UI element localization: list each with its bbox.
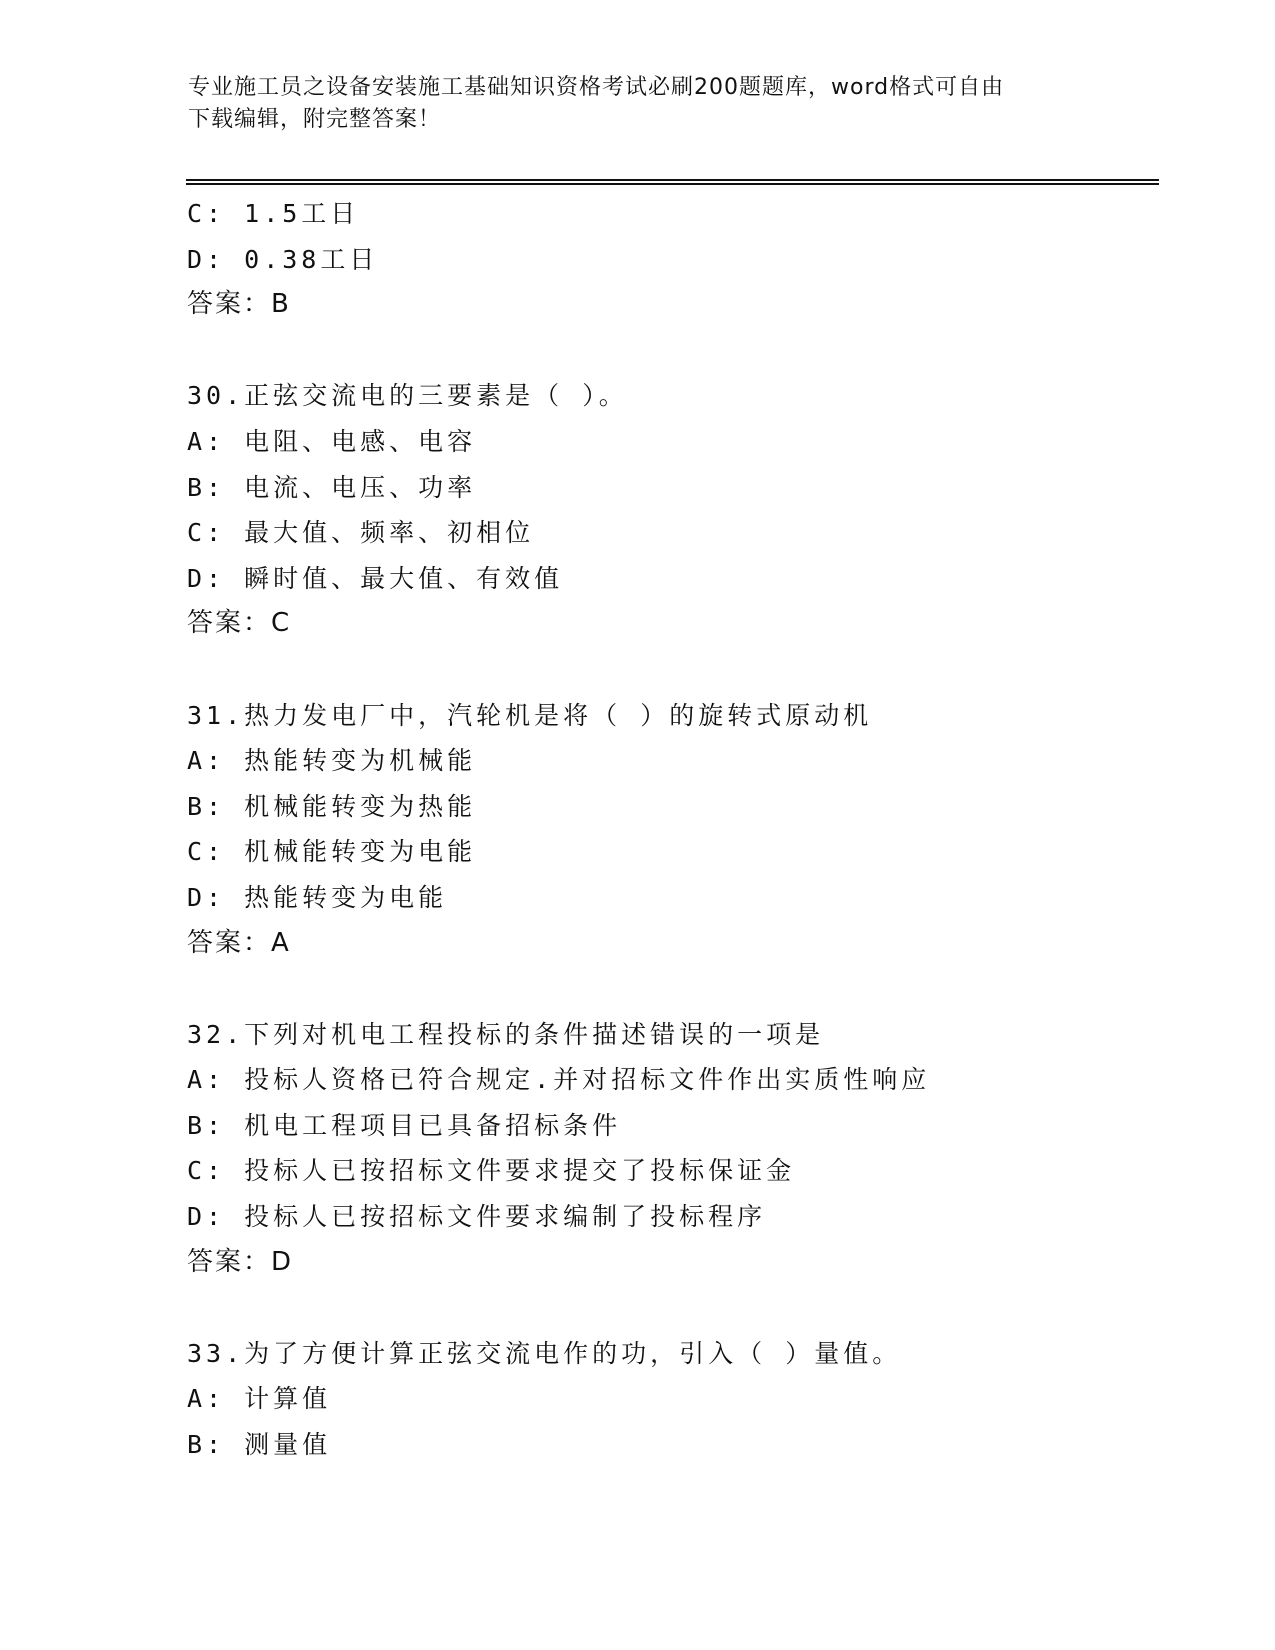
question-29-continued	[187, 191, 1187, 328]
header-divider-bottom	[186, 183, 1159, 185]
header-title-line-1: 专业施工员之设备安装施工基础知识资格考试必刷200题题库，word格式可自由	[188, 75, 1005, 100]
header-divider-top	[186, 179, 1159, 181]
spacer	[187, 966, 1187, 1012]
answer: 答案：C	[187, 608, 292, 639]
question-30	[187, 373, 1187, 647]
option-c: C: 1.5工日	[187, 199, 360, 228]
option-c: C: 最大值、频率、初相位	[187, 518, 535, 548]
option-c: C: 机械能转变为电能	[187, 837, 477, 867]
option-d: D: 投标人已按招标文件要求编制了投标程序	[187, 1202, 767, 1232]
question-content	[187, 191, 1187, 1468]
option-c: C: 投标人已按招标文件要求提交了投标保证金	[187, 1156, 796, 1186]
option-a: A: 计算值	[187, 1384, 332, 1414]
option-a: A: 投标人资格已符合规定.并对招标文件作出实质性响应	[187, 1065, 931, 1095]
spacer	[187, 328, 1187, 374]
option-a: A: 热能转变为机械能	[187, 746, 477, 776]
option-b: B: 机电工程项目已具备招标条件	[187, 1110, 622, 1140]
option-d: D: 0.38工日	[187, 244, 379, 274]
document-header	[188, 72, 1088, 136]
question-31	[187, 693, 1187, 967]
question-stem: 30.正弦交流电的三要素是（ ）。	[187, 381, 628, 411]
question-stem: 32.下列对机电工程投标的条件描述错误的一项是	[187, 1019, 825, 1049]
option-d: D: 瞬时值、最大值、有效值	[187, 563, 564, 593]
answer: 答案：A	[187, 927, 291, 958]
spacer	[187, 1285, 1187, 1331]
option-b: B: 电流、电压、功率	[187, 472, 477, 502]
option-a: A: 电阻、电感、电容	[187, 426, 477, 456]
header-title-line-2: 下载编辑，附完整答案！	[188, 107, 442, 132]
answer: 答案：B	[187, 289, 291, 320]
spacer	[187, 647, 1187, 693]
question-stem: 31.热力发电厂中，汽轮机是将（ ）的旋转式原动机	[187, 700, 873, 730]
option-d: D: 热能转变为电能	[187, 882, 448, 912]
question-stem: 33.为了方便计算正弦交流电作的功，引入（ ）量值。	[187, 1338, 902, 1368]
option-b: B: 测量值	[187, 1430, 332, 1460]
question-32	[187, 1012, 1187, 1286]
option-b: B: 机械能转变为热能	[187, 791, 477, 821]
question-33	[187, 1331, 1187, 1468]
answer: 答案：D	[187, 1246, 294, 1277]
